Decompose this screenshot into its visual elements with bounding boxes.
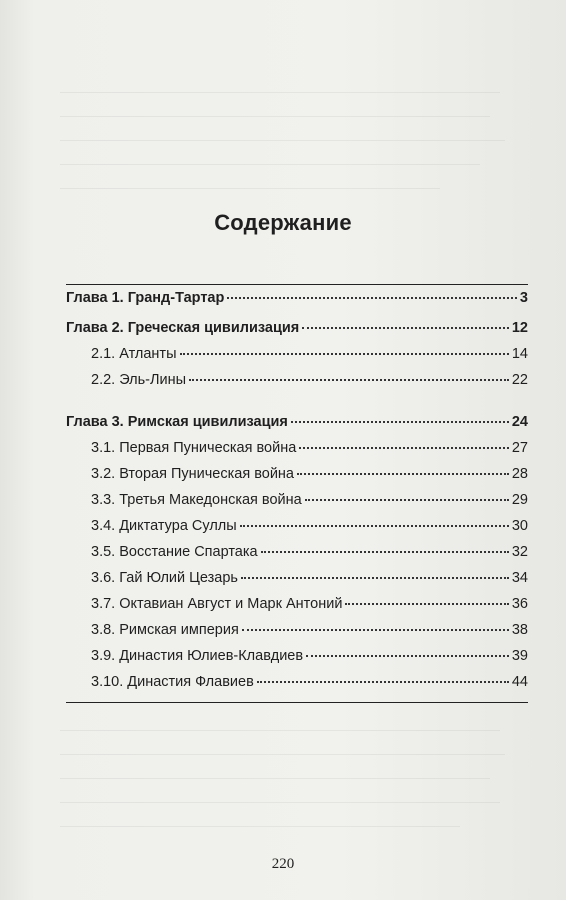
toc-entry-page: 28 — [511, 466, 528, 482]
bleed-through-line — [60, 802, 500, 803]
toc-entry-page: 29 — [511, 492, 528, 508]
toc-entry-page: 44 — [511, 674, 528, 690]
toc-entry-page: 34 — [511, 570, 528, 586]
toc-chapter-entry — [66, 290, 528, 312]
toc-entry-page: 14 — [511, 346, 528, 362]
toc-entry-title: 3.2. Вторая Пуническая война — [91, 466, 294, 482]
toc-entry-title: 3.3. Третья Македонская война — [91, 492, 302, 508]
toc-entry-title: 3.7. Октавиан Август и Марк Антоний — [91, 596, 343, 612]
toc-section-entry — [66, 596, 528, 618]
toc-section-entry — [66, 346, 528, 368]
dot-leader — [297, 473, 509, 475]
toc-section-entry — [66, 570, 528, 592]
dot-leader — [305, 499, 509, 501]
toc-section-entry — [66, 648, 528, 670]
toc-entry-title: 3.4. Диктатура Суллы — [91, 518, 237, 534]
toc-entry-title: Глава 3. Римская цивилизация — [66, 414, 288, 430]
bottom-rule — [66, 702, 528, 703]
toc-entry-page: 22 — [511, 372, 528, 388]
toc-chapter-entry — [66, 320, 528, 342]
toc-section-entry — [66, 440, 528, 462]
bleed-through-line — [60, 778, 490, 779]
toc-entry-page: 24 — [511, 414, 528, 430]
bleed-through-line — [60, 754, 505, 755]
page-title: Содержание — [214, 210, 352, 235]
toc-entry-title: Глава 2. Греческая цивилизация — [66, 320, 300, 336]
dot-leader — [261, 551, 509, 553]
bleed-through-line — [60, 730, 500, 731]
toc-section-entry — [66, 372, 528, 394]
dot-leader — [227, 297, 517, 299]
toc-section-entry — [66, 466, 528, 488]
toc-entry-page: 27 — [511, 440, 528, 456]
toc-chapter-entry — [66, 414, 528, 436]
dot-leader — [241, 577, 509, 579]
page-number: 220 — [271, 856, 295, 872]
bleed-through-line — [60, 188, 440, 189]
dot-leader — [180, 353, 509, 355]
dot-leader — [291, 421, 509, 423]
toc-entry-page: 3 — [519, 290, 528, 306]
dot-leader — [299, 447, 509, 449]
dot-leader — [257, 681, 509, 683]
toc-entry-title: 3.8. Римская империя — [91, 622, 239, 638]
toc-entry-title: 3.9. Династия Юлиев-Клавдиев — [91, 648, 304, 664]
toc-section-entry — [66, 622, 528, 644]
dot-leader — [306, 655, 509, 657]
toc-entry-page: 38 — [511, 622, 528, 638]
bleed-through-line — [60, 164, 480, 165]
dot-leader — [189, 379, 509, 381]
top-rule — [66, 284, 528, 285]
toc-section-entry — [66, 674, 528, 696]
toc-entry-page: 39 — [511, 648, 528, 664]
bleed-through-line — [60, 140, 505, 141]
toc-entry-title: 3.5. Восстание Спартака — [91, 544, 258, 560]
toc-entry-title: 2.1. Атланты — [91, 346, 177, 362]
toc-entry-page: 12 — [511, 320, 528, 336]
toc-section-entry — [66, 518, 528, 540]
toc-section-entry — [66, 544, 528, 566]
toc-entry-title: 3.6. Гай Юлий Цезарь — [91, 570, 238, 586]
toc-entry-title: 2.2. Эль-Лины — [91, 372, 187, 388]
dot-leader — [242, 629, 509, 631]
dot-leader — [345, 603, 508, 605]
dot-leader — [302, 327, 509, 329]
bleed-through-line — [60, 116, 490, 117]
bleed-through-line — [60, 826, 460, 827]
toc-entry-title: 3.1. Первая Пуническая война — [91, 440, 297, 456]
toc-entry-page: 36 — [511, 596, 528, 612]
toc-entry-title: 3.10. Династия Флавиев — [91, 674, 254, 690]
bleed-through-line — [60, 92, 500, 93]
toc-entry-title: Глава 1. Гранд-Тартар — [66, 290, 225, 306]
toc-entry-page: 30 — [511, 518, 528, 534]
toc-section-entry — [66, 492, 528, 514]
toc-entry-page: 32 — [511, 544, 528, 560]
dot-leader — [240, 525, 509, 527]
